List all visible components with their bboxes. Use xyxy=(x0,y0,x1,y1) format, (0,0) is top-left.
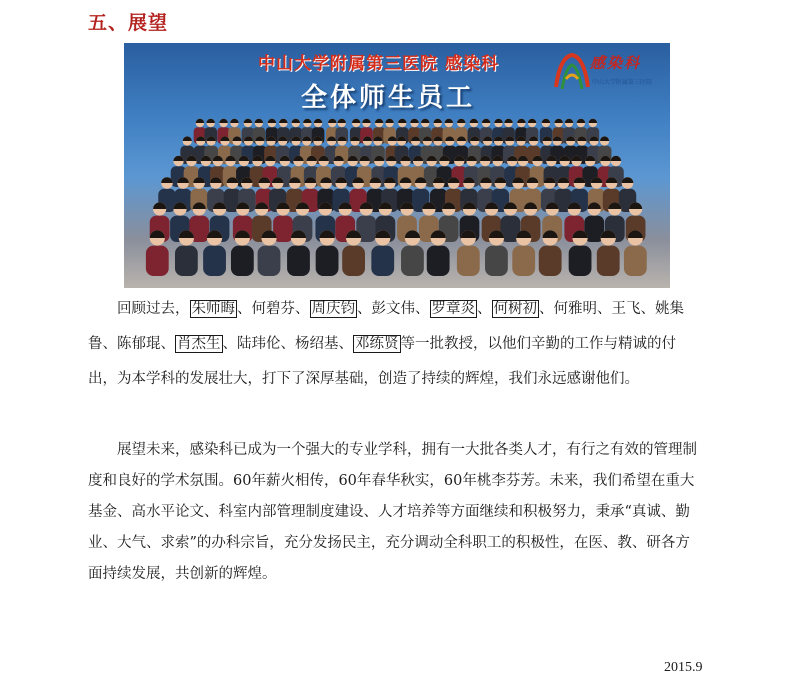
person-hair xyxy=(457,119,465,123)
person-body xyxy=(342,246,365,276)
logo-emblem-icon xyxy=(552,49,592,93)
paragraph-retrospect xyxy=(88,292,704,397)
name-separator: 、 xyxy=(640,301,655,317)
person-body xyxy=(427,246,450,276)
person-hair xyxy=(470,119,478,123)
name-separator: 、 xyxy=(539,301,554,317)
person-hair xyxy=(268,119,276,123)
person-hair xyxy=(542,119,550,123)
date-label: 2015.9 xyxy=(664,660,703,675)
person-hair xyxy=(196,119,204,123)
professor-name: 周庆钧 xyxy=(311,301,355,317)
person-hair xyxy=(410,119,418,123)
person-body xyxy=(146,246,169,276)
person-hair xyxy=(279,119,287,123)
person-hair xyxy=(338,119,346,123)
person-body xyxy=(457,246,480,276)
person-hair xyxy=(565,119,573,123)
professor-name: 何碧芬 xyxy=(251,301,295,317)
person-hair xyxy=(183,136,192,141)
name-separator: 、 xyxy=(357,301,372,317)
person-hair xyxy=(230,119,238,123)
person-body xyxy=(569,246,592,276)
name-separator: 、 xyxy=(222,336,237,352)
professor-name: 陈郁琨 xyxy=(117,336,161,352)
name-separator: 、 xyxy=(160,336,175,352)
person-hair xyxy=(314,119,322,123)
name-separator: 、 xyxy=(102,336,117,352)
paragraph-outlook: 展望未来，感染科已成为一个强大的专业学科，拥有一大批各类人才，有行之有效的管理制度和良好的学术氛围。60年薪火相传，60年春华秋实，60年桃李芬芳。未来，我们希望在重大基金、高水平论文、科室内部管理制度建设、人才培养等方面继续和积极努力，秉承“真诚、勤业、大气、求索”的办科宗旨，充分发扬民主，充分调动全科职工的积极性，在医、教、研各方面持续发展，共创新的辉煌。 xyxy=(88,442,697,582)
logo-subtext: 中山大学附属第三医院 xyxy=(592,79,653,86)
person-hair xyxy=(517,119,525,123)
group-photo xyxy=(124,43,670,288)
person-hair xyxy=(328,119,336,123)
professor-name: 朱师晦 xyxy=(191,301,235,317)
person-hair xyxy=(577,119,585,123)
person-hair xyxy=(255,119,263,123)
person-hair xyxy=(207,119,215,123)
person-hair xyxy=(494,119,502,123)
person-hair xyxy=(219,119,227,123)
person-body xyxy=(512,246,535,276)
professor-name: 姚集鲁 xyxy=(88,301,684,352)
professor-name: 罗章炎 xyxy=(431,301,475,317)
person-hair xyxy=(528,119,536,123)
person-body xyxy=(624,246,647,276)
professor-name: 何树初 xyxy=(493,301,537,317)
person-hair xyxy=(303,119,311,123)
person-body xyxy=(485,246,508,276)
person-hair xyxy=(611,156,621,161)
person-hair xyxy=(421,119,429,123)
name-separator: 、 xyxy=(338,336,353,352)
person-hair xyxy=(600,136,609,141)
person-body xyxy=(371,246,394,276)
crowd-illustration xyxy=(124,113,670,288)
person-body xyxy=(316,246,339,276)
person-hair xyxy=(385,119,393,123)
retrospect-intro: 回顾过去， xyxy=(117,301,190,317)
person-hair xyxy=(244,119,252,123)
person-body xyxy=(401,246,424,276)
person-body xyxy=(258,246,281,276)
name-separator: 、 xyxy=(280,336,295,352)
person-hair xyxy=(445,119,453,123)
person-body xyxy=(231,246,254,276)
person-hair xyxy=(482,119,490,123)
person-body xyxy=(203,246,226,276)
name-separator: 、 xyxy=(597,301,612,317)
person-hair xyxy=(292,119,300,123)
name-separator: 、 xyxy=(477,301,492,317)
professor-name: 陆玮伦 xyxy=(237,336,281,352)
name-separator: 、 xyxy=(415,301,430,317)
person-hair xyxy=(398,119,406,123)
name-separator: 、 xyxy=(237,301,252,317)
retrospect-rest: 等一批教授，以他们辛勤的工作与精诚的付出，为本学科的发展壮大，打下了深厚基础，创造了持续的辉煌，我们永远感谢他们。 xyxy=(88,336,676,387)
person-hair xyxy=(352,119,360,123)
professor-name: 肖杰生 xyxy=(177,336,221,352)
professor-name: 邓练贤 xyxy=(355,336,399,352)
professor-name: 杨绍基 xyxy=(295,336,339,352)
person-hair xyxy=(504,119,512,123)
person-body xyxy=(175,246,198,276)
person-body xyxy=(539,246,562,276)
person-body xyxy=(287,246,310,276)
photo-banner-hospital: 中山大学附属第三医院 感染科 xyxy=(258,54,499,74)
professor-name: 何雅明 xyxy=(553,301,597,317)
section-heading: 五、展望 xyxy=(88,12,169,34)
logo-text: 感染科 xyxy=(590,54,642,72)
person-hair xyxy=(434,119,442,123)
person-hair xyxy=(589,119,597,123)
photo-banner-title: 全体师生员工 xyxy=(301,83,476,113)
name-separator: 、 xyxy=(295,301,310,317)
professor-name: 彭文伟 xyxy=(371,301,415,317)
person-hair xyxy=(362,119,370,123)
person-hair xyxy=(375,119,383,123)
person-hair xyxy=(554,119,562,123)
department-logo xyxy=(552,47,662,97)
professor-name: 王飞 xyxy=(611,301,641,317)
person-body xyxy=(597,246,620,276)
